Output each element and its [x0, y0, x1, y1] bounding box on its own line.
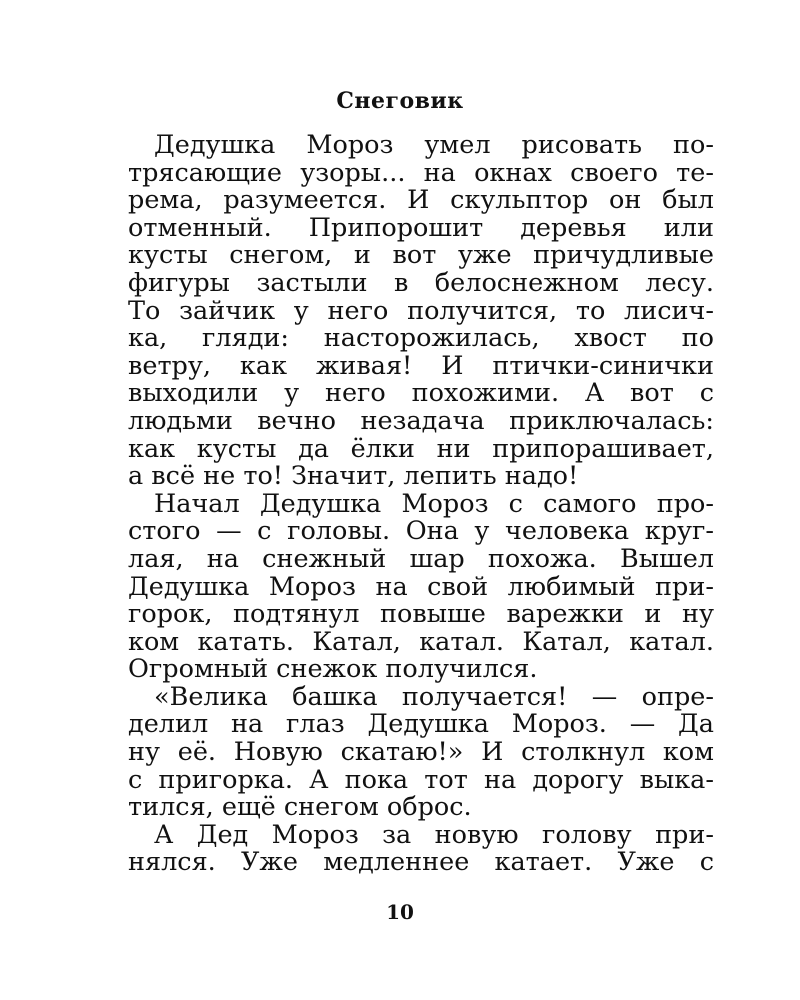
text-line: рема, разумеется. И скульптор он был: [128, 187, 714, 215]
text-line: с пригорка. А пока тот на дорогу выка-: [128, 766, 714, 795]
chapter-title: Снеговик: [336, 88, 464, 114]
text-line: горок, подтянул повыше варежки и ну: [128, 601, 714, 629]
text-line: «Велика башка получается! — опре-: [154, 683, 714, 712]
text-line: Дедушка Мороз на свой любимый при-: [128, 573, 714, 602]
text-line: ну её. Новую скатаю!» И столкнул ком: [128, 739, 714, 767]
text-line: ка, гляди: насторожилась, хвост по: [128, 325, 714, 353]
text-line: а всё не то! Значит, лепить надо!: [128, 463, 579, 491]
text-line: тился, ещё снегом оброс.: [128, 794, 472, 822]
text-line: нялся. Уже медленнее катает. Уже с: [128, 849, 714, 878]
text-line: кусты снегом, и вот уже причудливые: [128, 242, 714, 270]
text-line: лая, на снежный шар похожа. Вышел: [128, 545, 714, 574]
text-line: трясающие узоры... на окнах своего те-: [128, 159, 714, 188]
text-line: фигуры застыли в белоснежном лесу.: [128, 269, 714, 298]
body-text: [128, 132, 714, 877]
text-line: стого — с головы. Она у человека круг-: [128, 518, 714, 546]
text-line: людьми вечно незадача приключалась:: [128, 407, 714, 436]
page-number: 10: [386, 900, 414, 924]
text-line: делил на глаз Дедушка Мороз. — Да: [128, 711, 714, 740]
text-line: Начал Дедушка Мороз с самого про-: [154, 490, 714, 519]
text-line: отменный. Припорошит деревья или: [128, 214, 714, 243]
text-line: Дедушка Мороз умел рисовать по-: [154, 132, 714, 160]
text-line: Огромный снежок получился.: [128, 656, 538, 684]
text-line: А Дед Мороз за новую голову при-: [154, 821, 714, 850]
text-line: ветру, как живая! И птички-синички: [128, 352, 714, 381]
text-line: То зайчик у него получится, то лисич-: [128, 297, 714, 326]
text-line: выходили у него похожими. А вот с: [128, 380, 714, 408]
text-line: ком катать. Катал, катал. Катал, катал.: [128, 628, 714, 657]
text-line: как кусты да ёлки ни припорашивает,: [128, 435, 714, 464]
